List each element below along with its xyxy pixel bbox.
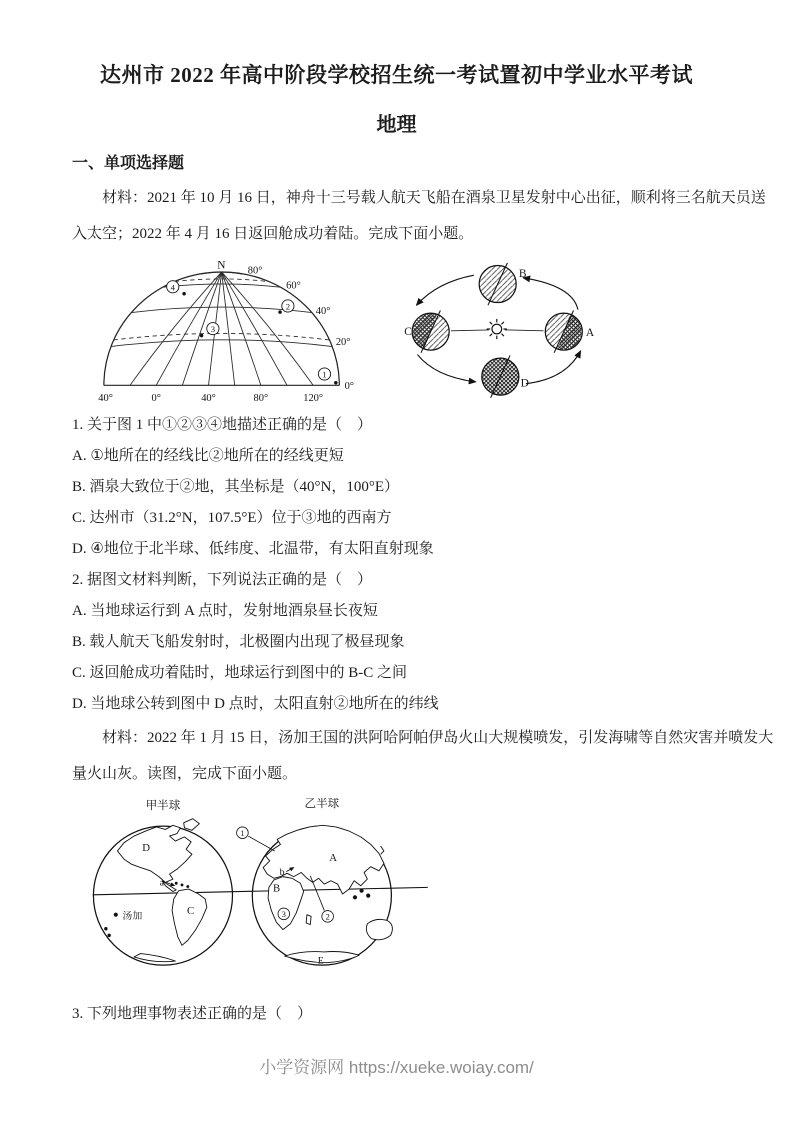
question-1-option-d: D. ④地位于北半球、低纬度、北温带，有太阳直射现象 [72, 541, 434, 557]
earth-position-C [412, 310, 449, 352]
antarctica-left-outline [134, 954, 175, 962]
greenland-outline [184, 819, 200, 831]
lat-20-label: 20° [335, 337, 351, 349]
subject-title: 地理 [376, 114, 417, 136]
point-1-number: 1 [322, 369, 327, 380]
lon-40w-label: 40° [98, 393, 113, 405]
figure-1 [82, 254, 721, 408]
arctic-circle-dashed [175, 279, 269, 282]
label-A: A [585, 327, 595, 340]
point-1-number: 1 [240, 829, 245, 839]
point-2-dot [278, 310, 281, 313]
label-a: a [159, 877, 165, 889]
point-1-leader-line [248, 836, 274, 851]
earth-position-B [479, 263, 516, 305]
graticule-diagram [82, 258, 383, 408]
label-D-north-america: D [142, 841, 151, 854]
hemisphere-titles [146, 798, 340, 812]
lon-0-label: 0° [151, 393, 161, 405]
material-1-line-2: 入太空；2022 年 4 月 16 日返回舱成功着陆。完成下面小题。 [72, 226, 474, 242]
question-1-stem: 1. 关于图 1 中①②③④地描述正确的是（ ） [72, 417, 373, 433]
label-C-south-america: C [186, 904, 195, 917]
arrow-C-to-D [417, 355, 475, 382]
question-1 [72, 410, 721, 565]
section-heading: 一、单项选择题 [72, 155, 185, 172]
dome-outline [104, 272, 339, 385]
left-continents [105, 819, 207, 962]
point-1-dot [334, 381, 337, 384]
pacific-island [105, 928, 107, 930]
caribbean-island [175, 882, 177, 884]
question-1-option-b: B. 酒泉大致位于②地，其坐标是（40°N，100°E） [72, 479, 399, 495]
madagascar-outline [306, 915, 311, 925]
material-2 [72, 720, 774, 792]
question-2-option-b: B. 载人航天飞船发射时，北极圈内出现了极昼现象 [72, 634, 405, 650]
earth-position-A [545, 310, 582, 352]
question-2 [72, 565, 721, 720]
right-hemisphere-title: 乙半球 [304, 798, 340, 811]
equator-line [93, 887, 428, 894]
point-3-number: 3 [281, 910, 286, 920]
earth-orbit-diagram [391, 254, 607, 404]
watermark-footer: 小学资源网 https://xueke.woiay.com/ [259, 1058, 534, 1077]
sun-icon [492, 324, 502, 334]
earth-position-D [482, 355, 519, 397]
question-2-option-a: A. 当地球运行到 A 点时，发射地酒泉昼长夜短 [72, 603, 378, 619]
arrow-B-to-C [417, 275, 474, 305]
lat-80-label: 80° [247, 265, 263, 277]
material-2-line-2: 量火山灰。读图，完成下面小题。 [72, 766, 298, 782]
pacific-island [108, 934, 110, 936]
question-1-option-a: A. ①地所在的经线比②地所在的经线更短 [72, 448, 344, 464]
central-america-outline [162, 881, 176, 892]
arrow-D-to-A [526, 351, 581, 384]
question-2-option-c: C. 返回舱成功着陆时，地球运行到图中的 B-C 之间 [72, 665, 408, 681]
point-2-number: 2 [285, 301, 291, 312]
lon-40e-label: 40° [201, 393, 216, 405]
point-2-number: 2 [325, 912, 330, 922]
point-3-number: 3 [210, 324, 216, 335]
label-b: b [279, 866, 285, 878]
tonga-label: 汤加 [122, 910, 143, 922]
japan-islands [381, 846, 384, 854]
question-1-option-c: C. 达州市（31.2°N，107.5°E）位于③地的西南方 [72, 510, 392, 526]
point-4-dot [182, 292, 185, 295]
se-asia-island [353, 896, 356, 899]
figure-2 [76, 798, 721, 995]
se-asia-island [360, 889, 363, 892]
lat-40-label: 40° [315, 305, 331, 317]
material-1 [72, 180, 766, 252]
question-2-option-d: D. 当地球公转到图中 D 点时，太阳直射②地所在的纬线 [72, 696, 439, 712]
material-2-line-1: 材料：2022 年 1 月 15 日，汤加王国的洪阿哈阿帕伊岛火山大规模喷发，引发海啸等自然灾害并喷发大 [102, 730, 774, 746]
tropic-of-cancer-dashed [113, 333, 329, 340]
material-1-line-1: 材料：2021 年 10 月 16 日，神舟十三号载人航天飞船在酒泉卫星发射中心出征，顺利将三名航天员送 [102, 190, 766, 206]
label-D: D [520, 377, 529, 390]
caribbean-island [181, 884, 183, 886]
label-E-antarctica: E [317, 955, 324, 967]
graticule-labels [98, 259, 354, 404]
label-B: B [518, 267, 527, 280]
australia-outline [366, 919, 392, 939]
left-hemisphere-title: 甲半球 [145, 798, 181, 812]
label-A-asia: A [329, 851, 338, 864]
question-3-stem: 3. 下列地理事物表述正确的是（ ） [72, 1006, 313, 1022]
lat-0-label: 0° [344, 380, 354, 392]
lon-120e-label: 120° [303, 393, 324, 405]
graticule-outline [104, 272, 339, 385]
north-america-outline [117, 825, 191, 882]
label-B-africa: B [273, 882, 281, 895]
north-pole-label: N [217, 259, 226, 272]
caribbean-island [187, 886, 189, 888]
lon-80e-label: 80° [253, 393, 269, 405]
point-3-dot [200, 334, 203, 337]
sun [487, 319, 507, 339]
hemispheres-map [76, 798, 432, 990]
page-title: 达州市 2022 年高中阶段学校招生统一考试置初中学业水平考试 [100, 63, 693, 87]
point-4-number: 4 [170, 282, 175, 293]
lat-60-label: 60° [286, 280, 301, 292]
question-2-stem: 2. 据图文材料判断，下列说法正确的是（ ） [72, 572, 373, 588]
south-america-outline [172, 889, 207, 945]
tonga-dot [114, 913, 118, 917]
marked-points [167, 281, 338, 385]
question-3 [72, 999, 721, 1030]
label-C: C [404, 326, 412, 339]
se-asia-island [367, 894, 370, 897]
arrow-A-to-B [523, 278, 578, 310]
